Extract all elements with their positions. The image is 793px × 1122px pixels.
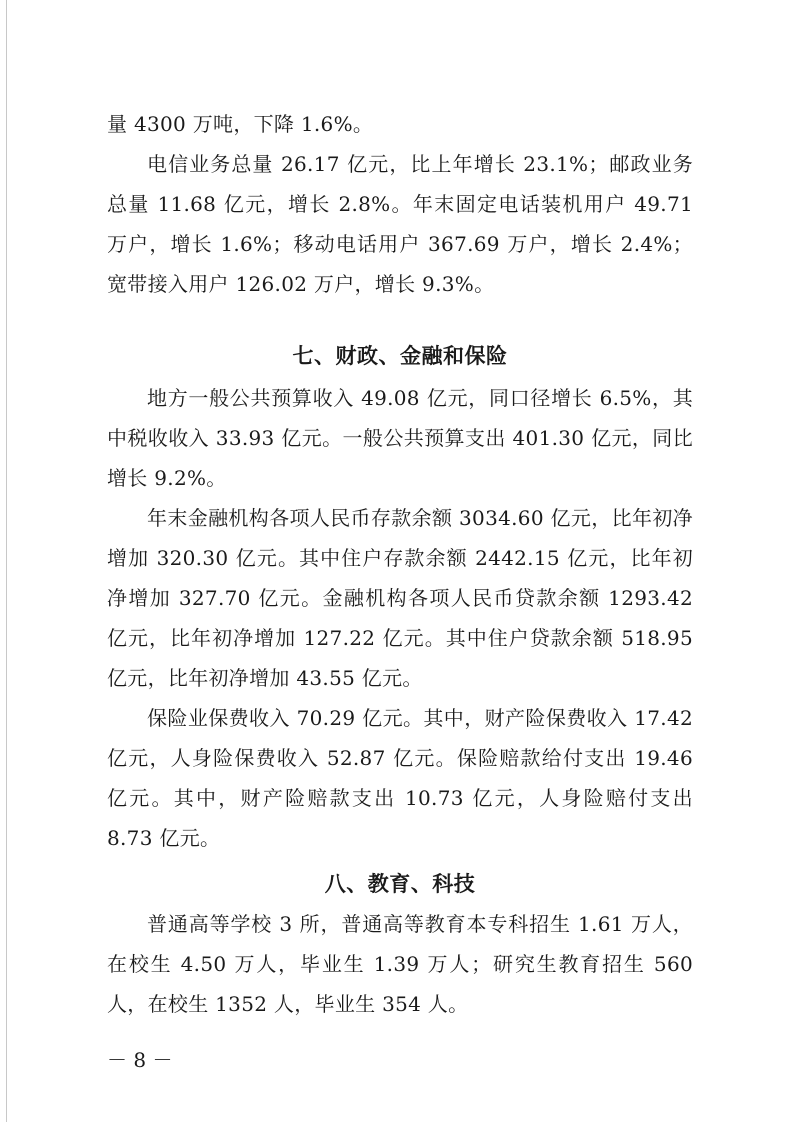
telecom-section-continuation xyxy=(107,104,693,304)
paragraph-telecom: 电信业务总量 26.17 亿元，比上年增长 23.1%；邮政业务总量 11.68 亿元，增长 2.8%。年末固定电话装机用户 49.71 万户，增长 1.6%；移动电话用户 367.69 万户，增长 2.4%；宽带接入用户 126.02 万户，增长 9.3%。 xyxy=(107,152,693,296)
page-edge-line xyxy=(6,0,7,1122)
paragraph-higher-education: 普通高等学校 3 所，普通高等教育本专科招生 1.61 万人，在校生 4.50 万人，毕业生 1.39 万人；研究生教育招生 560 人，在校生 1352 人，毕业生 354 人。 xyxy=(107,912,693,1016)
education-section-body xyxy=(107,904,693,1024)
page-number: － 8 － xyxy=(107,1048,173,1072)
section-heading-finance: 七、财政、金融和保险 xyxy=(292,344,508,368)
paragraph-public-budget: 地方一般公共预算收入 49.08 亿元，同口径增长 6.5%，其中税收收入 33.93 亿元。一般公共预算支出 401.30 亿元，同比增长 9.2%。 xyxy=(107,386,693,490)
section-heading-education: 八、教育、科技 xyxy=(324,872,476,896)
paragraph-freight-tail: 量 4300 万吨，下降 1.6%。 xyxy=(107,112,374,136)
finance-section-body xyxy=(107,378,693,858)
paragraph-insurance: 保险业保费收入 70.29 亿元。其中，财产险保费收入 17.42 亿元，人身险保费收入 52.87 亿元。保险赔款给付支出 19.46 亿元。其中，财产险赔款支出 10.73 亿元，人身险赔付支出 8.73 亿元。 xyxy=(107,706,693,850)
paragraph-deposits-loans: 年末金融机构各项人民币存款余额 3034.60 亿元，比年初净增加 320.30 亿元。其中住户存款余额 2442.15 亿元，比年初净增加 327.70 亿元。金融机构各项人民币贷款余额 1293.42 亿元，比年初净增加 127.22 亿元。其中住户贷款余额 518.95 亿元，比年初净增加 43.55 亿元。 xyxy=(107,506,693,690)
